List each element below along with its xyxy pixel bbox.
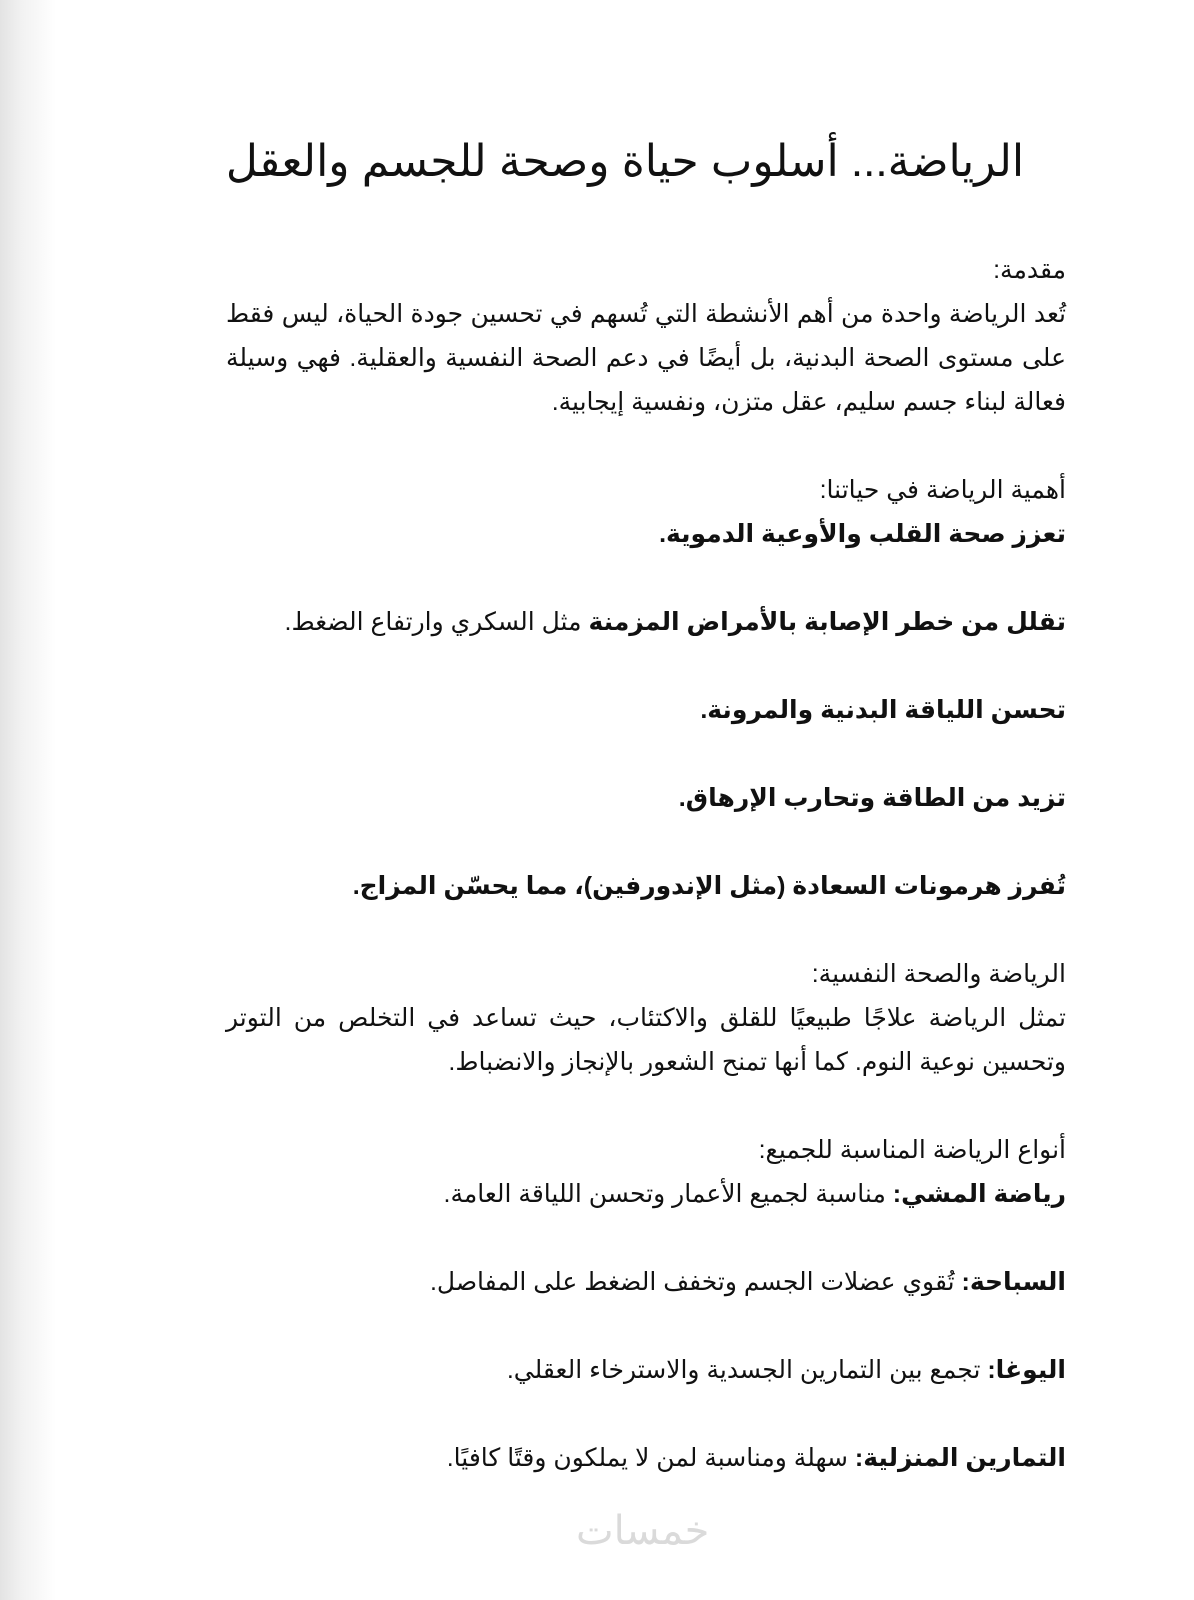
- importance-point-5-bold: تُفرز هرمونات السعادة (مثل الإندورفين)، مما يحسّن المزاج.: [352, 872, 1066, 900]
- mental-heading: الرياضة والصحة النفسية:: [811, 960, 1066, 988]
- importance-point-2-text: مثل السكري وارتفاع الضغط.: [284, 608, 589, 636]
- type-item-yoga-name: اليوغا:: [987, 1356, 1066, 1384]
- document-page: [56, 0, 1194, 1600]
- importance-point-3-bold: تحسن اللياقة البدنية والمرونة.: [700, 696, 1066, 724]
- type-item-swimming-desc: تُقوي عضلات الجسم وتخفف الضغط على المفاصل.: [429, 1268, 962, 1296]
- type-item-walking-name: رياضة المشي:: [892, 1180, 1066, 1208]
- type-item-home: [226, 1436, 1066, 1480]
- importance-point-2: [226, 600, 1066, 644]
- watermark-logo: خمسات: [576, 1508, 710, 1554]
- importance-point-3: [226, 688, 1066, 732]
- type-item-walking-desc: مناسبة لجميع الأعمار وتحسن اللياقة العامة.: [443, 1180, 893, 1208]
- document-title: الرياضة... أسلوب حياة وصحة للجسم والعقل: [225, 137, 1025, 186]
- type-item-swimming: [226, 1260, 1066, 1304]
- type-item-home-desc: سهلة ومناسبة لمن لا يملكون وقتًا كافيًا.: [446, 1444, 855, 1472]
- importance-point-4: [226, 776, 1066, 820]
- importance-point-1-bold: تعزز صحة القلب والأوعية الدموية.: [659, 520, 1066, 548]
- types-heading: أنواع الرياضة المناسبة للجميع:: [758, 1136, 1066, 1164]
- importance-point-4-bold: تزيد من الطاقة وتحارب الإرهاق.: [678, 784, 1066, 812]
- mental-paragraph: تمثل الرياضة علاجًا طبيعيًا للقلق والاكتئاب، حيث تساعد في التخلص من التوتر وتحسين نوعية النوم. كما أنها تمنح الشعور بالإنجاز والانضباط.: [226, 1004, 1066, 1076]
- intro-paragraph: تُعد الرياضة واحدة من أهم الأنشطة التي تُسهم في تحسين جودة الحياة، ليس فقط على مستوى الصحة البدنية، بل أيضًا في دعم الصحة النفسية والعقلية. فهي وسيلة فعالة لبناء جسم سليم، عقل متزن، ونفسية إيجابية.: [226, 300, 1066, 416]
- importance-point-1: [226, 512, 1066, 556]
- intro-heading: مقدمة:: [993, 256, 1066, 284]
- type-item-yoga: [226, 1348, 1066, 1392]
- page-left-shadow: [0, 0, 56, 1600]
- type-item-yoga-desc: تجمع بين التمارين الجسدية والاسترخاء العقلي.: [506, 1356, 988, 1384]
- importance-heading: أهمية الرياضة في حياتنا:: [819, 476, 1066, 504]
- type-item-walking: [226, 1172, 1066, 1216]
- type-item-home-name: التمارين المنزلية:: [854, 1444, 1066, 1472]
- importance-point-2-bold: تقلل من خطر الإصابة بالأمراض المزمنة: [588, 608, 1066, 636]
- document-body: [226, 248, 1066, 1480]
- type-item-swimming-name: السباحة:: [961, 1268, 1066, 1296]
- importance-point-5: [226, 864, 1066, 908]
